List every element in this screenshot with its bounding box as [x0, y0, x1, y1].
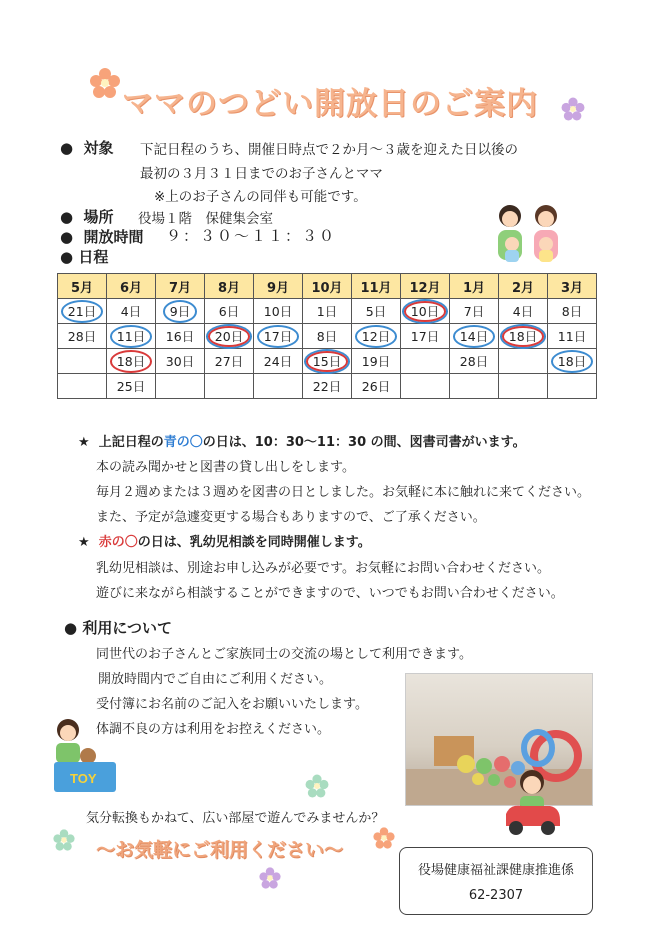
- month-header: 11月: [352, 274, 401, 299]
- date-cell: 28日: [58, 324, 107, 349]
- date-cell: 7日: [450, 299, 499, 324]
- boy-with-toybox-illustration: [42, 716, 126, 796]
- schedule-table: [57, 273, 597, 399]
- date-cell: 28日: [450, 349, 499, 374]
- date-cell: 11日: [548, 324, 597, 349]
- date-cell: [107, 349, 156, 374]
- table-row: [58, 299, 597, 324]
- contact-department: 役場健康福祉課健康推進係: [417, 863, 574, 878]
- date-cell: [401, 299, 450, 324]
- date-cell: 1日: [303, 299, 352, 324]
- library-day-circle: 14日: [453, 325, 495, 348]
- library-day-circle: 18日: [551, 350, 593, 373]
- boy-in-car-illustration: [500, 768, 564, 840]
- date-cell: [499, 374, 548, 399]
- date-cell: 27日: [205, 349, 254, 374]
- month-header: 7月: [156, 274, 205, 299]
- date-cell: 25日: [107, 374, 156, 399]
- library-note-line: 毎月２週めまたは３週めを図書の日としました。お気軽に本に触れに来てください。: [96, 485, 591, 500]
- month-header: 6月: [107, 274, 156, 299]
- tagline: 気分転換もかねて、広い部屋で遊んでみませんか？: [86, 811, 385, 826]
- date-cell: 17日: [401, 324, 450, 349]
- date-cell: 8日: [548, 299, 597, 324]
- date-cell: [548, 374, 597, 399]
- library-day-circle: 21日: [61, 300, 103, 323]
- month-header: 12月: [401, 274, 450, 299]
- schedule-heading: ● 日程: [60, 248, 109, 266]
- target-line2: 最初の３月３１日までのお子さんとママ: [140, 166, 383, 182]
- date-cell: 22日: [303, 374, 352, 399]
- date-cell: [401, 349, 450, 374]
- table-row: [58, 374, 597, 399]
- date-cell: 8日: [303, 324, 352, 349]
- date-cell: [499, 324, 548, 349]
- hours-heading: ● 開放時間: [60, 228, 144, 246]
- date-cell: [401, 374, 450, 399]
- date-cell: 5日: [352, 299, 401, 324]
- date-cell: [58, 374, 107, 399]
- date-cell: 16日: [156, 324, 205, 349]
- month-header: 1月: [450, 274, 499, 299]
- flower-icon: [258, 866, 282, 890]
- date-cell: 24日: [254, 349, 303, 374]
- hours-value: ９：３０～１１：３０: [166, 227, 337, 245]
- library-note-line: また、予定が急遽変更する場合もありますので、ご了承ください。: [96, 510, 486, 525]
- toy-label: TOY: [70, 771, 97, 786]
- contact-box: [399, 847, 593, 915]
- date-cell: [107, 324, 156, 349]
- target-heading: ● 対象: [60, 139, 114, 157]
- month-header: 9月: [254, 274, 303, 299]
- page-title: ママのつどい開放日のご案内: [122, 86, 538, 122]
- month-header: 2月: [499, 274, 548, 299]
- date-cell: 4日: [499, 299, 548, 324]
- table-row: [58, 324, 597, 349]
- usage-line: 体調不良の方は利用をお控えください。: [96, 722, 331, 737]
- date-cell: [254, 374, 303, 399]
- usage-heading: ● 利用について: [64, 619, 173, 637]
- contact-phone: 62-2307: [468, 888, 524, 903]
- consult-day-circle: 18日: [110, 350, 152, 373]
- date-cell: 4日: [107, 299, 156, 324]
- date-cell: [450, 374, 499, 399]
- library-day-circle: 11日: [110, 325, 152, 348]
- library-note-heading: ★ 上記日程の青の〇の日は、10：30～11：30 の間、図書司書がいます。: [78, 435, 526, 450]
- date-cell: [303, 349, 352, 374]
- date-cell: [499, 349, 548, 374]
- consult-note-line: 遊びに来ながら相談することができますので、いつでもお問い合わせください。: [96, 586, 564, 601]
- library-day-circle: 9日: [163, 300, 197, 323]
- playroom-photo-shapes: [406, 674, 592, 805]
- date-cell: 19日: [352, 349, 401, 374]
- date-cell: [548, 349, 597, 374]
- date-cell: 6日: [205, 299, 254, 324]
- date-cell: [205, 324, 254, 349]
- flower-icon: [372, 826, 396, 850]
- month-header: 8月: [205, 274, 254, 299]
- date-cell: [58, 299, 107, 324]
- date-cell: 30日: [156, 349, 205, 374]
- date-cell: [352, 324, 401, 349]
- place-heading: ● 場所: [60, 208, 114, 226]
- library-and-consult-day-circle: 15日: [306, 351, 348, 372]
- flower-icon: [304, 773, 330, 799]
- library-and-consult-day-circle: 10日: [404, 301, 446, 322]
- date-cell: [58, 349, 107, 374]
- place-value: 役場１階 保健集会室: [138, 211, 273, 227]
- table-row: [58, 349, 597, 374]
- usage-line: 開放時間内でご自由にご利用ください。: [98, 672, 333, 687]
- usage-line: 受付簿にお名前のご記入をお願いいたします。: [96, 697, 368, 712]
- date-cell: [450, 324, 499, 349]
- consult-note-heading: ★ 赤の〇の日は、乳幼児相談を同時開催します。: [78, 535, 371, 550]
- date-cell: [156, 374, 205, 399]
- library-day-circle: 17日: [257, 325, 299, 348]
- target-line1: 下記日程のうち、開催日時点で２か月～３歳を迎えた日以後の: [140, 142, 518, 158]
- usage-line: 同世代のお子さんとご家族同士の交流の場として利用できます。: [96, 647, 472, 662]
- month-header: 10月: [303, 274, 352, 299]
- date-cell: 10日: [254, 299, 303, 324]
- library-note-line: 本の読み聞かせと図書の貸し出しをします。: [96, 460, 355, 475]
- date-cell: 26日: [352, 374, 401, 399]
- date-cell: [156, 299, 205, 324]
- closing-message: ～お気軽にご利用ください～: [96, 839, 344, 861]
- consult-note-line: 乳幼児相談は、別途お申し込みが必要です。お気軽にお問い合わせください。: [96, 561, 550, 576]
- month-header: 5月: [58, 274, 107, 299]
- date-cell: [205, 374, 254, 399]
- library-day-circle: 12日: [355, 325, 397, 348]
- month-header-row: [58, 274, 597, 299]
- target-note: ※上のお子さんの同伴も可能です。: [154, 189, 367, 205]
- month-header: 3月: [548, 274, 597, 299]
- mothers-with-babies-illustration: [490, 200, 570, 268]
- playroom-photo: [405, 673, 593, 806]
- flower-icon: [52, 828, 76, 852]
- library-and-consult-day-circle: 18日: [502, 326, 544, 347]
- date-cell: [254, 324, 303, 349]
- library-and-consult-day-circle: 20日: [208, 326, 250, 347]
